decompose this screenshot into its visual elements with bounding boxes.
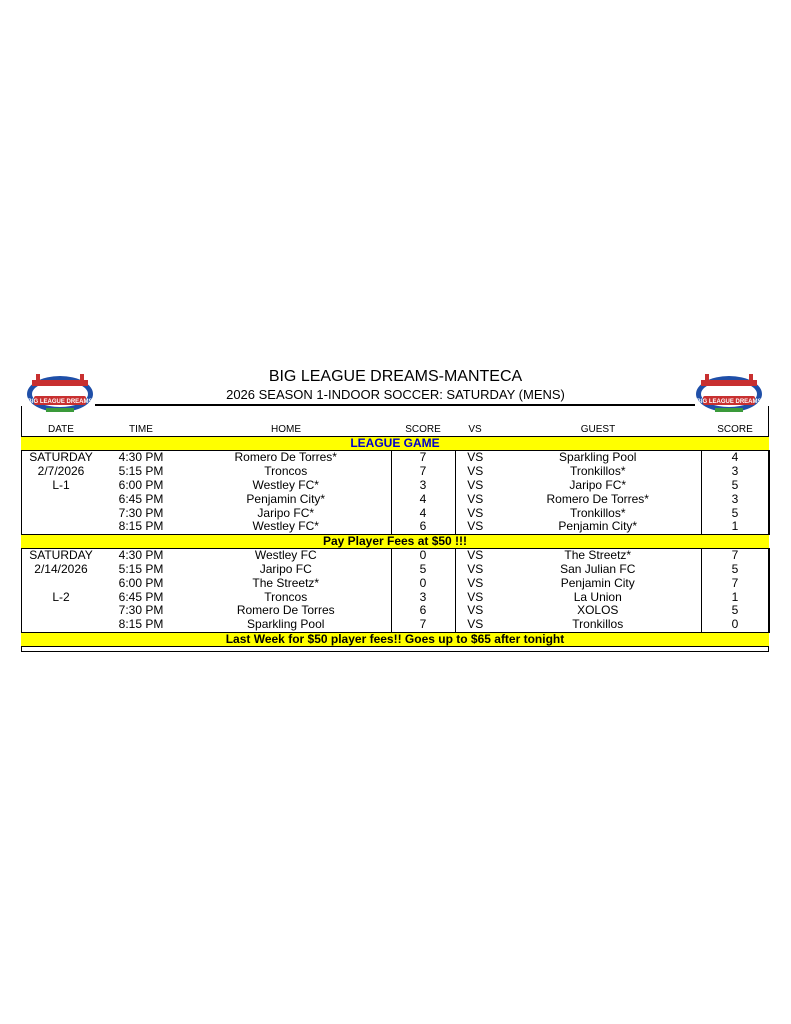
vs-label: VS [467, 464, 484, 479]
guest-score: 1 [701, 520, 769, 534]
guest-score: 5 [701, 506, 769, 520]
league-game-text: LEAGUE GAME [21, 437, 769, 451]
home-team: Westley FC [254, 548, 317, 563]
game-time: 4:30 PM [118, 450, 164, 465]
guest-team: Penjamin City [560, 576, 635, 590]
game-time: 5:15 PM [118, 464, 164, 479]
guest-score: 5 [701, 604, 769, 618]
vs-label: VS [467, 562, 484, 576]
header-row [21, 423, 769, 437]
home-score: 4 [391, 506, 455, 520]
pay-fees-text: Pay Player Fees at $50 !!! [21, 534, 769, 548]
page-subtitle: 2026 SEASON 1-INDOOR SOCCER: SATURDAY (MENS) [226, 387, 565, 402]
pay-fees-banner [21, 534, 769, 548]
game-date [21, 618, 101, 632]
game-row [21, 492, 769, 506]
game-time: 7:30 PM [118, 506, 164, 520]
home-score: 7 [391, 451, 455, 465]
guest-team: Romero De Torres* [546, 492, 649, 506]
game-row [21, 604, 769, 618]
vs-label: VS [467, 603, 484, 618]
guest-team: La Union [573, 590, 622, 604]
home-score: 3 [391, 479, 455, 493]
game-row [21, 618, 769, 632]
game-date: 2/14/2026 [34, 562, 88, 576]
guest-score: 0 [701, 618, 769, 632]
game-row [21, 563, 769, 577]
guest-team: Penjamin City* [558, 519, 638, 534]
vs-label: VS [467, 590, 484, 604]
game-date: L-1 [52, 478, 70, 492]
guest-score: 5 [701, 563, 769, 577]
game-row [21, 479, 769, 493]
week2-games [21, 548, 769, 632]
game-row [21, 590, 769, 604]
game-date [21, 576, 101, 590]
guest-score: 1 [701, 590, 769, 604]
col-home: HOME [271, 424, 301, 435]
week1-games [21, 451, 769, 535]
logo-text: BIG LEAGUE DREAMS [696, 399, 762, 405]
game-time: 6:45 PM [118, 492, 164, 506]
guest-team: XOLOS [577, 603, 619, 618]
home-score: 0 [391, 576, 455, 590]
guest-team: Tronkillos [572, 617, 624, 632]
home-team: The Streetz* [252, 576, 320, 590]
last-week-text: Last Week for $50 player fees!! Goes up to $65 after tonight [21, 632, 769, 646]
guest-score: 7 [701, 548, 769, 562]
vs-label: VS [467, 478, 484, 492]
guest-score: 3 [701, 492, 769, 506]
home-team: Romero De Torres [236, 603, 335, 618]
home-score: 4 [391, 492, 455, 506]
game-time: 8:15 PM [118, 519, 164, 534]
home-score: 6 [391, 520, 455, 534]
game-date: SATURDAY [29, 450, 93, 465]
home-score: 5 [391, 563, 455, 577]
game-date: L-2 [52, 590, 70, 604]
guest-score: 3 [701, 465, 769, 479]
col-home-score: SCORE [405, 424, 441, 435]
game-row [21, 520, 769, 534]
home-team: Westley FC* [252, 478, 319, 492]
col-vs: VS [468, 424, 482, 435]
game-time: 8:15 PM [118, 617, 164, 632]
home-team: Jaripo FC* [257, 506, 315, 520]
home-score: 6 [391, 604, 455, 618]
league-game-banner [21, 437, 769, 451]
home-score: 0 [391, 548, 455, 562]
game-row [21, 548, 769, 562]
game-date [21, 492, 101, 506]
game-time: 4:30 PM [118, 548, 164, 563]
game-time: 6:00 PM [118, 478, 164, 492]
home-team: Romero De Torres* [234, 450, 337, 465]
col-guest: GUEST [580, 424, 616, 435]
home-team: Troncos [264, 590, 308, 604]
game-row [21, 451, 769, 465]
logo-text: BIG LEAGUE DREAMS [27, 399, 93, 405]
vs-label: VS [467, 576, 484, 590]
vs-label: VS [467, 617, 484, 632]
guest-team: The Streetz* [564, 548, 632, 563]
col-date: DATE [48, 424, 74, 435]
game-time: 5:15 PM [118, 562, 164, 576]
home-team: Sparkling Pool [247, 617, 325, 632]
home-score: 3 [391, 590, 455, 604]
game-row [21, 576, 769, 590]
game-date [21, 506, 101, 520]
vs-label: VS [467, 548, 484, 563]
home-team: Jaripo FC [259, 562, 312, 576]
home-team: Westley FC* [252, 519, 319, 534]
guest-team: Sparkling Pool [559, 450, 637, 465]
guest-team: Jaripo FC* [569, 478, 627, 492]
game-date: SATURDAY [29, 548, 93, 563]
vs-label: VS [467, 492, 484, 506]
game-row [21, 465, 769, 479]
guest-team: Tronkillos* [569, 506, 626, 520]
guest-score: 7 [701, 576, 769, 590]
last-week-banner [21, 632, 769, 646]
game-time: 6:00 PM [118, 576, 164, 590]
home-score: 7 [391, 618, 455, 632]
vs-label: VS [467, 506, 484, 520]
guest-score: 4 [701, 451, 769, 465]
game-time: 6:45 PM [118, 590, 164, 604]
col-guest-score: SCORE [717, 424, 753, 435]
game-row [21, 506, 769, 520]
game-date [21, 604, 101, 618]
game-date [21, 520, 101, 534]
home-score: 7 [391, 465, 455, 479]
game-time: 7:30 PM [118, 603, 164, 618]
col-time: TIME [129, 424, 153, 435]
guest-score: 5 [701, 479, 769, 493]
home-team: Troncos [264, 464, 308, 479]
vs-label: VS [467, 519, 484, 534]
home-team: Penjamin City* [246, 492, 326, 506]
vs-label: VS [467, 450, 484, 465]
guest-team: Tronkillos* [569, 464, 626, 479]
guest-team: San Julian FC [560, 562, 636, 576]
page-title: BIG LEAGUE DREAMS-MANTECA [268, 368, 523, 385]
schedule-table [21, 423, 770, 647]
game-date: 2/7/2026 [37, 464, 85, 479]
